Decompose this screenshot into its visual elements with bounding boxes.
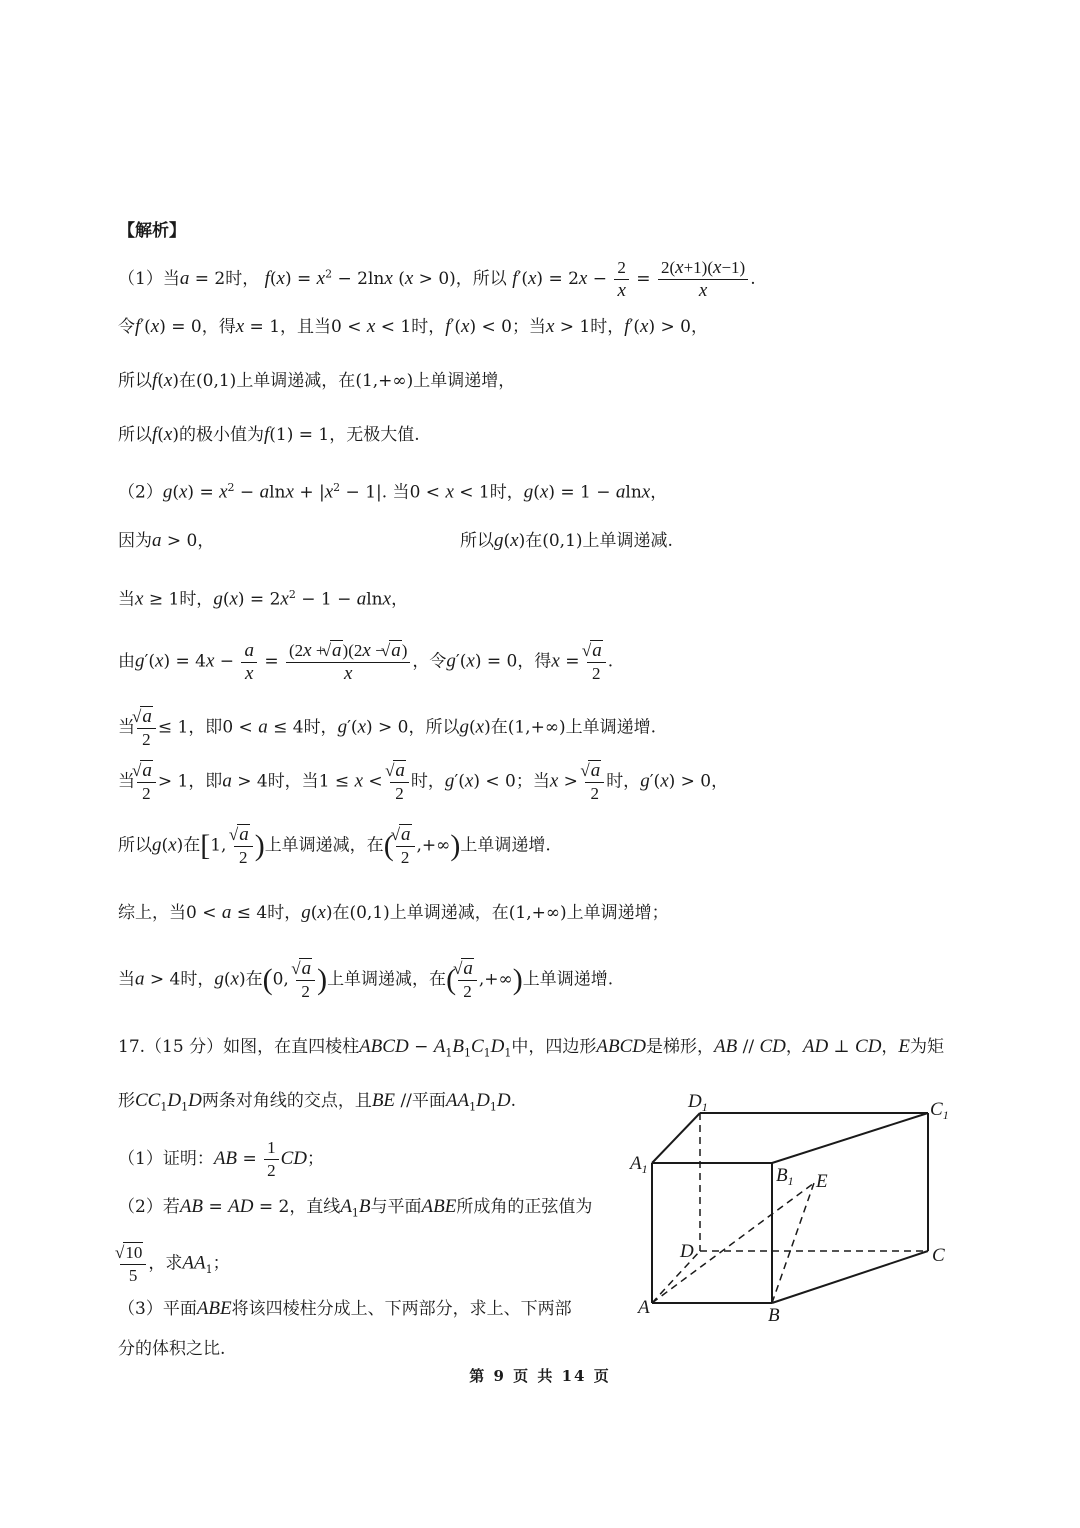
problem17-question-2b: √ $\frac{10}{5}$ ，求$AA_1$；: [118, 1242, 230, 1286]
problem17-line-1: 17.（15 分）如图，在直四棱柱ABCD − $A_1B_1C_1D_1$中，四边形ABCD是梯形，AB // CD，AD ⊥ CD，E为矩: [118, 1036, 945, 1060]
problem17-question-1: （1）证明：AB = $\frac{1}{2}$ CD；: [118, 1138, 325, 1180]
solution-line-9: 当 √ $\frac{a}{2}$ ≤ 1，即0 < a ≤ 4时，g′(x) > 0，所以g(x)在(1,+∞)上单调递增.: [118, 706, 656, 750]
solution-line-11: 所以g(x)在[1, √ $\frac{a}{2}$ )上单调递减，在( √ $\frac{a}{2}$ ,+∞)上单调递增.: [118, 824, 551, 868]
solution-line-12: 综上，当0 < a ≤ 4时，g(x)在(0,1)上单调递减，在(1,+∞)上单调递增；: [118, 902, 669, 923]
label-A: A: [638, 1297, 650, 1318]
solution-line-1: （1）当a = 2时， $f(x) = x^2 - 2\ln x$ (x > 0)，所以 f′(x) = 2x − $\frac{2}{x}$ = $\frac{2(x+1)(x-1)}{x}$ .: [118, 257, 756, 301]
problem17-line-2: 形$CC_1D_1D$两条对角线的交点，且BE //平面$AA_1D_1D$.: [118, 1090, 516, 1114]
label-C: C: [932, 1245, 945, 1266]
solution-line-6b: 所以g(x)在(0,1)上单调递减.: [460, 530, 673, 551]
segment-B-E: [772, 1183, 814, 1303]
solution-line-7: 当x ≥ 1时，$g(x) = 2x^2 - 1 - alnx$，: [118, 588, 409, 610]
label-B: B: [768, 1305, 780, 1325]
label-B1: $B_1$: [776, 1165, 794, 1188]
label-D: D: [680, 1241, 694, 1262]
section-heading: 【解析】: [118, 221, 186, 241]
solution-line-10: 当 √ $\frac{a}{2}$ > 1，即a > 4时，当1 ≤ x < √ $\frac{a}{2}$ 时，g′(x) < 0；当x > √ $\frac{a}{2}$ 时，g′(x) > 0，: [118, 760, 728, 804]
prism-figure: [620, 1085, 970, 1325]
solution-line-5: $(2)g(x) = x^2 - alnx + |x^2 - 1|$. 当0 < x < 1时，g(x) = 1 − alnx，: [118, 481, 668, 503]
edge-D1-A1: [652, 1113, 700, 1163]
label-C1: $C_1$: [930, 1099, 949, 1122]
problem17-question-3b: 分的体积之比.: [118, 1339, 226, 1359]
solution-line-4: 所以f(x)的极小值为f(1) = 1，无极大值.: [118, 424, 420, 445]
edge-B1-C1: [772, 1113, 928, 1163]
solution-line-3: 所以f(x)在(0,1)上单调递减，在(1,+∞)上单调递增，: [118, 370, 516, 391]
page-footer: 第 9 页 共 14 页: [469, 1367, 611, 1385]
problem17-question-2: （2）若AB = AD = 2，直线$A_1B$与平面ABE所成角的正弦值为: [118, 1196, 593, 1220]
label-E: E: [816, 1171, 828, 1192]
problem17-question-3: （3）平面ABE将该四棱柱分成上、下两部分，求上、下两部: [118, 1298, 572, 1319]
edge-B-C: [772, 1251, 928, 1303]
solution-line-13: 当a > 4时，g(x)在(0, √ $\frac{a}{2}$ )上单调递减，在( √ $\frac{a}{2}$ ,+∞)上单调递增.: [118, 958, 613, 1002]
solution-line-6: 因为a > 0，: [118, 530, 215, 551]
solution-line-8: 由g′(x) = 4x − $\frac{a}{x}$ = $\frac{(2x + √ a)(2x - √ a)}{x}$ ，令g′(x) = 0，得x = √ $\frac{a}{2}$ .: [118, 640, 613, 684]
label-A1: $A_1$: [630, 1153, 648, 1176]
segment-A-E: [652, 1183, 814, 1303]
solution-line-2: 令f′(x) = 0，得x = 1，且当0 < x < 1时，f′(x) < 0；当x > 1时，f′(x) > 0，: [118, 316, 708, 337]
label-D1: $D_1$: [688, 1091, 708, 1114]
